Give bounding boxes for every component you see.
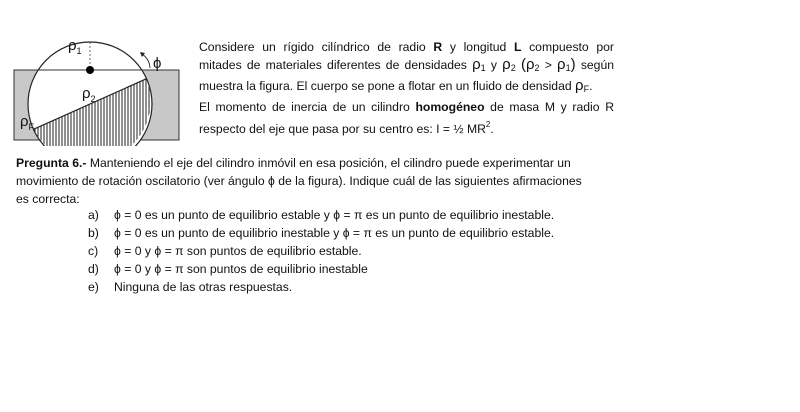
phi-label: ϕ — [153, 55, 162, 72]
phi-arc — [142, 54, 150, 68]
question-label: Pregunta 6.- — [16, 156, 87, 170]
rhoF-label: $\rho_F$ — [20, 113, 35, 132]
option-e[interactable]: e) Ninguna de las otras respuestas. — [88, 280, 293, 294]
axis-dot — [86, 66, 94, 74]
option-a[interactable]: a) ϕ = 0 es un punto de equilibrio estable y ϕ = π es un punto de equilibrio inestable. — [88, 208, 555, 222]
question-block: Pregunta 6.- Manteniendo el eje del cilindro inmóvil en esa posición, el cilindro puede experimentar un movimiento de rotación oscilatorio (ver ángulo ϕ de la figura). Indique cuál de las siguientes afirmaciones es correcta: — [16, 156, 582, 206]
rho2-label: $\rho_2$ — [82, 85, 96, 104]
option-b[interactable]: b) ϕ = 0 es un punto de equilibrio inestable y ϕ = π es un punto de equilibrio estable. — [88, 226, 555, 240]
problem-statement: Considere un rígido cilíndrico de radio R y longitud L compuesto por mitades de materiales diferentes de densidades $\rho_1$ y $\rho_2$ $(\rho_2 > \rho_1)$ según muestra la figura. El cuerpo se pone a flotar en un fluido de densidad $\rho_F$. El momento de inercia de un cilindro homogéneo de masa M y radio R respecto del eje que pasa por su centro es: I = ½ $MR^2$. — [199, 40, 615, 136]
answer-options — [88, 206, 608, 296]
option-d[interactable]: d) ϕ = 0 y ϕ = π son puntos de equilibrio inestable — [88, 262, 368, 276]
cylinder-figure — [10, 6, 182, 146]
rho1-label: $\rho_1$ — [68, 37, 82, 56]
option-c[interactable]: c) ϕ = 0 y ϕ = π son puntos de equilibrio estable. — [88, 244, 362, 258]
